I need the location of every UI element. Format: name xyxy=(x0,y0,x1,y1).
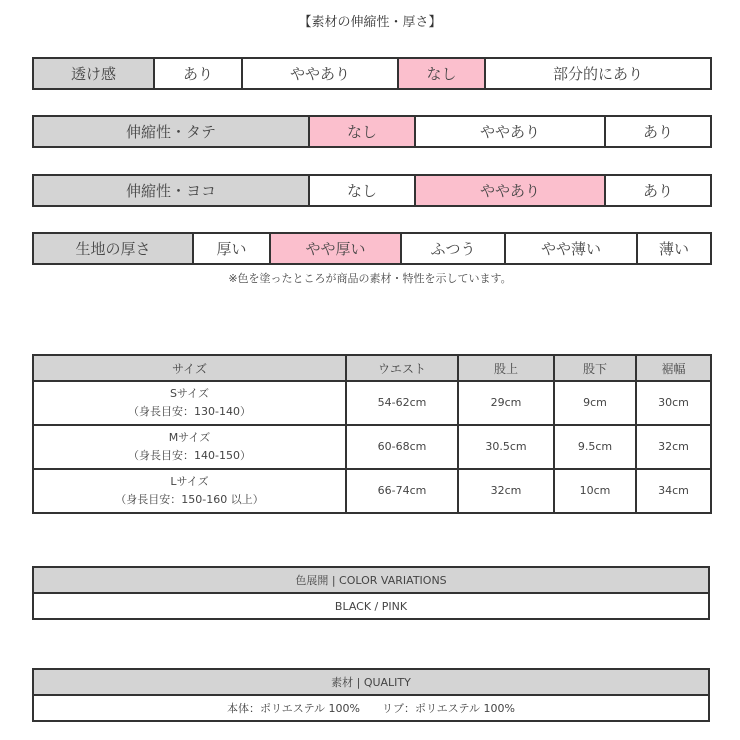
header-size: サイズ xyxy=(33,355,346,381)
stretch-horizontal-option-yaya-ari: ややあり xyxy=(415,175,605,206)
table-row xyxy=(33,381,711,425)
quality-rib: リブ：ポリエステル 100% xyxy=(382,702,515,715)
inseam-value: 9cm xyxy=(554,381,636,425)
size-name: Mサイズ xyxy=(168,431,211,444)
stretch-horizontal-option-ari: あり xyxy=(605,175,711,206)
transparency-label: 透け感 xyxy=(33,58,154,89)
hem-value: 34cm xyxy=(636,469,711,513)
waist-value: 60-68cm xyxy=(346,425,458,469)
size-table xyxy=(32,354,712,514)
thickness-table xyxy=(32,232,712,265)
size-height-guide: （身長目安：140-150） xyxy=(128,449,251,462)
waist-value: 54-62cm xyxy=(346,381,458,425)
size-height-guide: （身長目安：130-140） xyxy=(128,405,251,418)
header-rise: 股上 xyxy=(458,355,554,381)
size-name: Lサイズ xyxy=(170,475,209,488)
size-height-guide: （身長目安：150-160 以上） xyxy=(115,493,264,506)
stretch-vertical-option-ari: あり xyxy=(605,116,711,147)
stretch-horizontal-option-nashi: なし xyxy=(309,175,415,206)
transparency-table xyxy=(32,57,712,90)
transparency-option-nashi: なし xyxy=(398,58,485,89)
stretch-horizontal-label: 伸縮性・ヨコ xyxy=(33,175,309,206)
color-variations-header: 色展開 | COLOR VARIATIONS xyxy=(33,567,709,593)
transparency-option-ari: あり xyxy=(154,58,242,89)
rise-value: 32cm xyxy=(458,469,554,513)
size-name-cell xyxy=(33,469,346,513)
inseam-value: 10cm xyxy=(554,469,636,513)
size-name: Sサイズ xyxy=(169,387,210,400)
stretch-vertical-label: 伸縮性・タテ xyxy=(33,116,309,147)
inseam-value: 9.5cm xyxy=(554,425,636,469)
color-variations-table xyxy=(32,566,710,620)
rise-value: 30.5cm xyxy=(458,425,554,469)
hem-value: 30cm xyxy=(636,381,711,425)
stretch-vertical-table xyxy=(32,115,712,148)
hem-value: 32cm xyxy=(636,425,711,469)
quality-value xyxy=(33,695,709,721)
header-hem-width: 裾幅 xyxy=(636,355,711,381)
quality-table xyxy=(32,668,710,722)
rise-value: 29cm xyxy=(458,381,554,425)
thickness-option-slightly-thick: やや厚い xyxy=(270,233,401,264)
transparency-option-partial: 部分的にあり xyxy=(485,58,711,89)
size-name-cell xyxy=(33,381,346,425)
header-waist: ウエスト xyxy=(346,355,458,381)
thickness-option-thin: 薄い xyxy=(637,233,711,264)
thickness-option-thick: 厚い xyxy=(193,233,270,264)
waist-value: 66-74cm xyxy=(346,469,458,513)
stretch-vertical-option-nashi: なし xyxy=(309,116,415,147)
size-name-cell xyxy=(33,425,346,469)
thickness-label: 生地の厚さ xyxy=(33,233,193,264)
thickness-option-slightly-thin: やや薄い xyxy=(505,233,637,264)
header-inseam: 股下 xyxy=(554,355,636,381)
color-variations-value: BLACK / PINK xyxy=(33,593,709,619)
stretch-vertical-option-yaya-ari: ややあり xyxy=(415,116,605,147)
quality-body: 本体：ポリエステル 100% xyxy=(227,702,360,715)
table-row xyxy=(33,425,711,469)
thickness-option-normal: ふつう xyxy=(401,233,505,264)
stretch-horizontal-table xyxy=(32,174,712,207)
quality-header: 素材 | QUALITY xyxy=(33,669,709,695)
transparency-option-yaya-ari: ややあり xyxy=(242,58,398,89)
highlight-note: ※色を塗ったところが商品の素材・特性を示しています。 xyxy=(228,272,512,285)
table-row xyxy=(33,469,711,513)
page-title: 【素材の伸縮性・厚さ】 xyxy=(298,15,442,30)
size-table-header-row xyxy=(33,355,711,381)
